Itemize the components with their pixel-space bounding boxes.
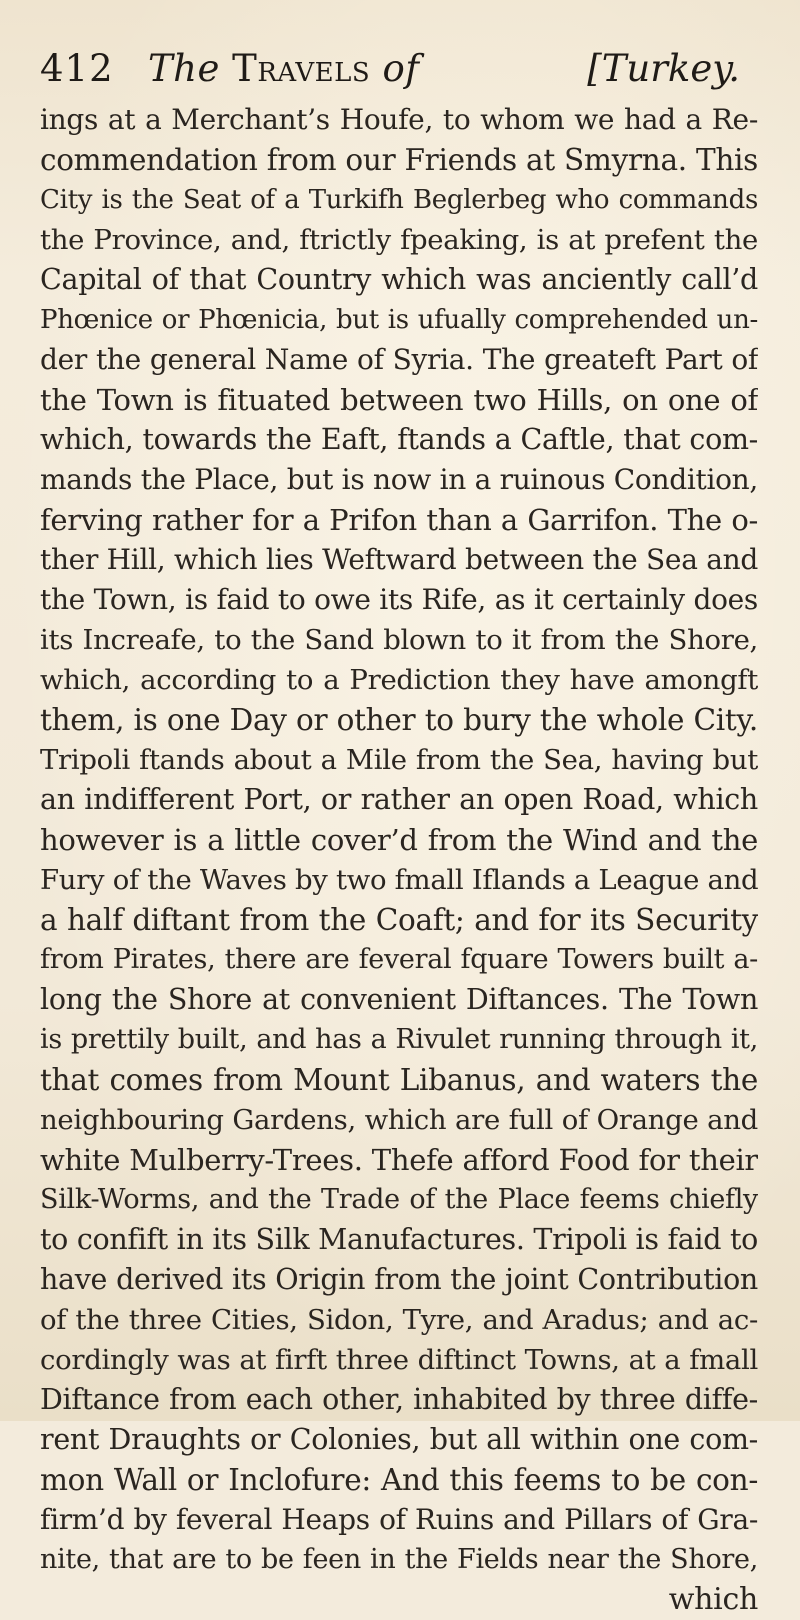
text-line: have derived its Origin from the joint Contribution <box>40 1263 758 1296</box>
text-line: mands the Place, but is now in a ruinous Condition, <box>40 463 758 496</box>
running-title-prefix: The <box>148 47 220 90</box>
text-line: which, according to a Prediction they have amongft <box>40 664 758 696</box>
text-line: City is the Seat of a Turkifh Beglerbeg who commands <box>40 185 758 215</box>
text-line: from Pirates, there are feveral fquare Towers built a- <box>40 944 758 975</box>
running-title-caps: Travels <box>232 47 371 90</box>
text-line: der the general Name of Syria. The greateft Part of <box>40 343 758 376</box>
text-line: rent Draughts or Colonies, but all within one com- <box>40 1423 758 1456</box>
text-line: ings at a Merchant’s Houfe, to whom we had a Re- <box>40 103 758 136</box>
text-line: Tripoli ftands about a Mile from the Sea, having but <box>40 744 758 776</box>
text-line: however is a little cover’d from the Wind and the <box>40 823 758 857</box>
text-line: nite, that are to be feen in the Fields near the Shore, <box>40 1544 758 1575</box>
text-line: Silk-Worms, and the Trade of the Place feems chiefly <box>40 1184 758 1215</box>
page-number: 412 <box>40 47 114 90</box>
text-line: the Province, and, ftrictly fpeaking, is at prefent the <box>40 224 758 256</box>
text-line: neighbouring Gardens, which are full of Orange and <box>40 1104 758 1136</box>
text-line: them, is one Day or other to bury the whole City. <box>40 703 758 737</box>
catchword: which <box>668 1582 758 1617</box>
text-line: cordingly was at firft three diftinct Towns, at a fmall <box>40 1344 758 1376</box>
text-line: firm’d by feveral Heaps of Ruins and Pillars of Gra- <box>40 1503 758 1536</box>
text-line: Phœnice or Phœnicia, but is ufually comprehended un- <box>40 305 758 335</box>
text-line: a half diftant from the Coaft; and for its Security <box>40 903 758 937</box>
text-line: Diftance from each other, inhabited by three diffe- <box>40 1383 758 1416</box>
text-line: white Mulberry-Trees. Thefe afford Food for their <box>40 1143 758 1177</box>
text-line: ferving rather for a Prifon than a Garrifon. The o- <box>40 503 758 537</box>
body-text <box>40 100 758 1620</box>
text-line: long the Shore at convenient Diftances. The Town <box>40 983 758 1016</box>
text-line: that comes from Mount Libanus, and waters the <box>40 1063 758 1097</box>
running-section: [Turkey. <box>587 47 740 90</box>
text-line: to confift in its Silk Manufactures. Tripoli is faid to <box>40 1223 758 1256</box>
text-line: the Town is fituated between two Hills, on one of <box>40 383 758 417</box>
running-title-suffix: of <box>382 47 420 90</box>
text-line: of the three Cities, Sidon, Tyre, and Aradus; and ac- <box>40 1304 758 1336</box>
text-line: which, towards the Eaft, ftands a Caftle, that com- <box>40 423 758 456</box>
text-line: is prettily built, and has a Rivulet running through it, <box>40 1024 758 1055</box>
text-line: its Increafe, to the Sand blown to it from the Shore, <box>40 624 758 656</box>
running-title <box>148 44 420 94</box>
text-line: Capital of that Country which was anciently call’d <box>40 263 758 296</box>
text-line: an indifferent Port, or rather an open Road, which <box>40 783 758 816</box>
text-line: commendation from our Friends at Smyrna. This <box>40 143 758 177</box>
text-line: Fury of the Waves by two fmall Iflands a League and <box>40 864 758 896</box>
text-line: ther Hill, which lies Weftward between the Sea and <box>40 543 758 576</box>
running-header <box>40 44 760 94</box>
text-line: mon Wall or Inclofure: And this feems to be con- <box>40 1463 758 1497</box>
text-line: the Town, is faid to owe its Rife, as it certainly does <box>40 583 758 616</box>
